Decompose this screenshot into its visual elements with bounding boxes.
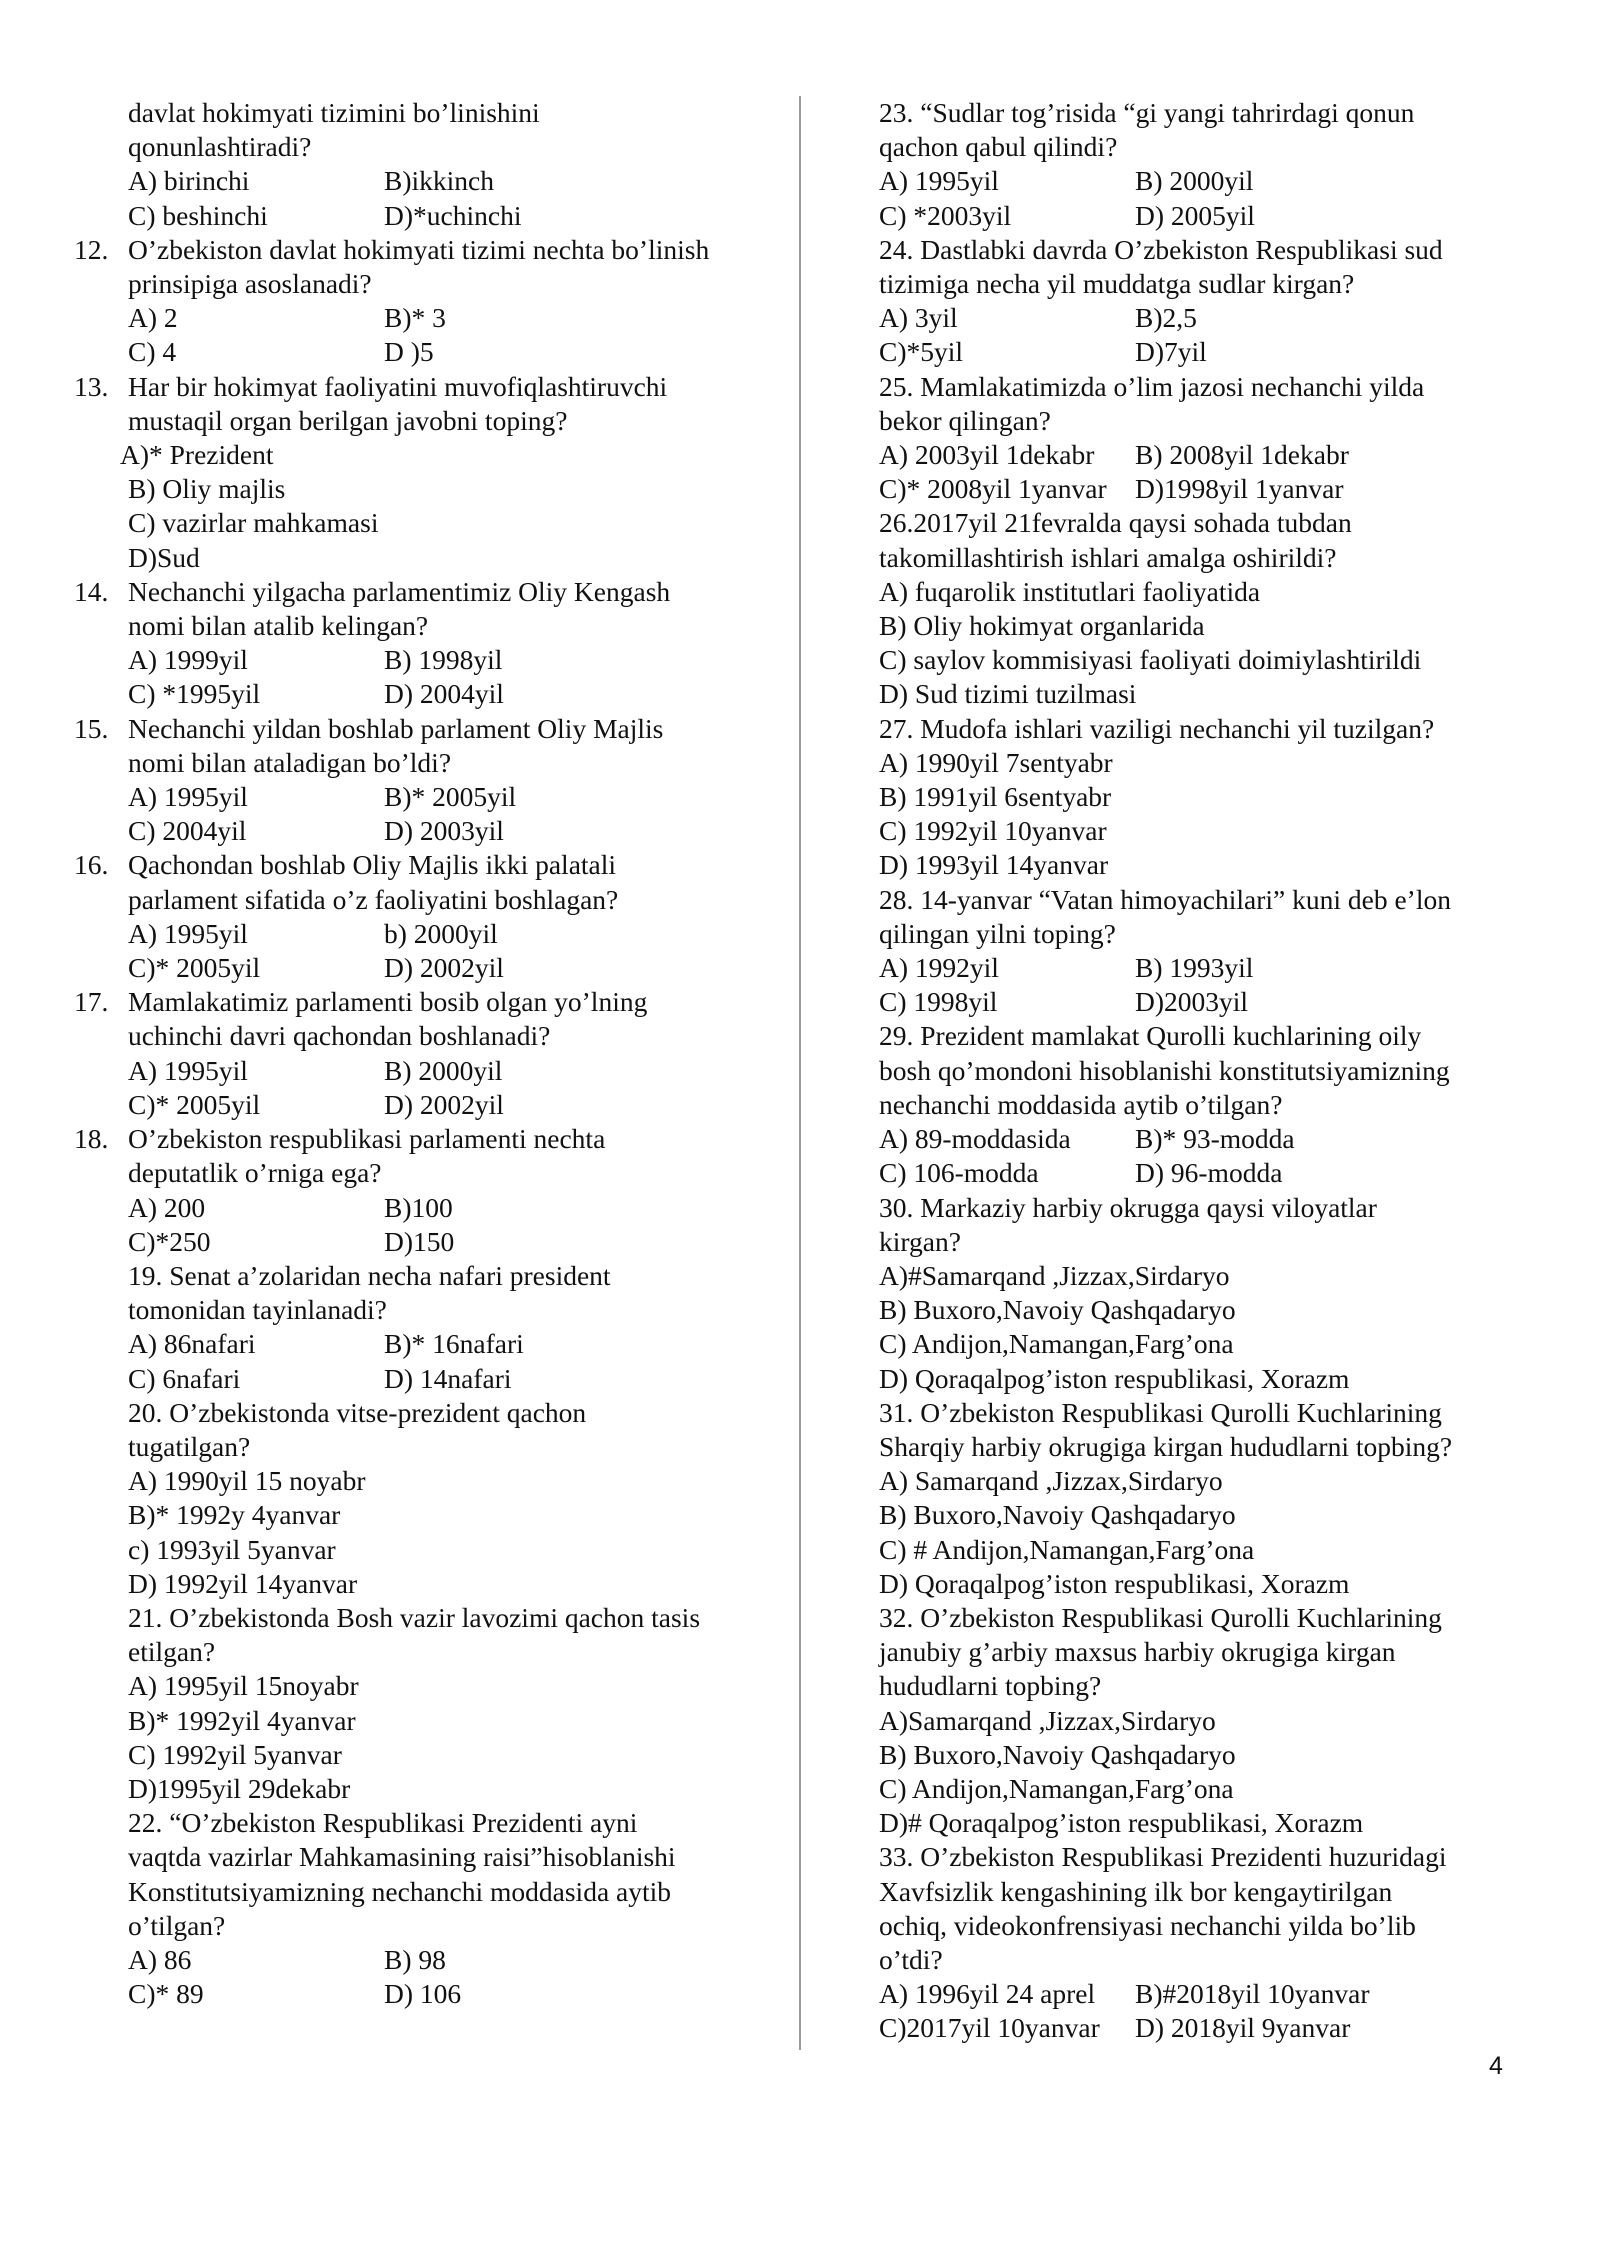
answer-option: C) saylov kommisiyasi faoliyati doimiylashtirildi (879, 644, 1422, 676)
question-text (74, 233, 774, 301)
question-line: Sharqiy harbiy okrugiga kirgan hududlarni topbing? (879, 1430, 1453, 1462)
answer-option: D) 2003yil (384, 815, 504, 847)
question-line: bosh qo’mondoni hisoblanishi konstitutsiyamizning (879, 1054, 1450, 1086)
answer-option: A) 1995yil (128, 1054, 248, 1086)
question-line: parlament sifatida o’z faoliyatini boshlagan? (128, 883, 619, 915)
answer-option: A) 1992yil (879, 952, 999, 984)
answer-row (128, 1977, 774, 2011)
answer-option: D)Sud (128, 541, 200, 573)
answer-option: C)*5yil (879, 336, 964, 368)
answer-option: D)# Qoraqalpog’iston respublikasi, Xorazm (879, 1807, 1364, 1839)
question-text (74, 1806, 774, 1943)
answer-option: A)#Samarqand ,Jizzax,Sirdaryo (879, 1259, 1230, 1291)
answer-option: D) 2002yil (384, 952, 504, 984)
page-number: 4 (1489, 2052, 1503, 2080)
question-block (74, 1396, 774, 1601)
answer-option: A) 1999yil (128, 644, 248, 676)
answer-option: A) birinchi (128, 165, 250, 197)
question-line: 30. Markaziy harbiy okrugga qaysi viloyatlar (879, 1191, 1377, 1223)
answer-option: A) 3yil (879, 302, 958, 334)
answer-option: B) 1998yil (384, 644, 503, 676)
answer-option: A) 2003yil 1dekabr (879, 439, 1095, 471)
question-text (74, 848, 774, 916)
question-line: Nechanchi yilgacha parlamentimiz Oliy Kengash (128, 575, 671, 607)
answer-options (879, 164, 1529, 232)
answer-option: D) 106 (384, 1978, 462, 2010)
question-text (879, 1191, 1529, 1259)
answer-option: C) 1992yil 5yanvar (128, 1738, 342, 1770)
question-text (74, 575, 774, 643)
answer-options (879, 575, 1529, 712)
answer-option: C) Andijon,Namangan,Farg’ona (879, 1772, 1234, 1804)
answer-option: D)1995yil 29dekabr (128, 1772, 351, 1804)
answer-row (128, 814, 774, 848)
answer-option: D) Sud tizimi tuzilmasi (879, 678, 1137, 710)
answer-option: C) 1992yil 10yanvar (879, 815, 1107, 847)
answer-option: B)ikkinch (384, 165, 494, 197)
answer-option: A) 1995yil 15noyabr (128, 1670, 359, 1702)
question-block (879, 506, 1529, 711)
answer-row (128, 917, 774, 951)
answer-row (879, 199, 1529, 233)
answer-options (74, 1191, 774, 1259)
answer-options (879, 438, 1529, 506)
answer-row (879, 985, 1529, 1019)
question-line: 27. Mudofa ishlari vaziligi nechanchi yil tuzilgan? (879, 712, 1435, 744)
answer-options (879, 1122, 1529, 1190)
answer-options (74, 780, 774, 848)
answer-options (879, 1259, 1529, 1396)
question-line: janubiy g’arbiy maxsus harbiy okrugiga kirgan (879, 1636, 1396, 1668)
answer-option: D)2003yil (1135, 986, 1249, 1018)
answer-option: D) 1992yil 14yanvar (128, 1567, 358, 1599)
question-number: 18. (74, 1123, 109, 1155)
question-line: qilingan yilni toping? (879, 917, 1116, 949)
answer-option: D) 2004yil (384, 678, 504, 710)
answer-option: B) Oliy hokimyat organlarida (879, 610, 1205, 642)
answer-option: C) *2003yil (879, 199, 1012, 231)
answer-option: C) Andijon,Namangan,Farg’ona (879, 1328, 1234, 1360)
question-text (74, 370, 774, 438)
question-text (74, 1259, 774, 1327)
question-line: hududlarni topbing? (879, 1670, 1102, 1702)
answer-option: c) 1993yil 5yanvar (128, 1533, 336, 1565)
answer-option: b) 2000yil (384, 917, 498, 949)
answer-option: C)* 2005yil (128, 1088, 261, 1120)
answer-options (879, 951, 1529, 1019)
question-number: 12. (74, 233, 109, 265)
answer-row (128, 1943, 774, 1977)
answer-option: A) 2 (128, 302, 178, 334)
question-text (879, 96, 1529, 164)
answer-row (879, 335, 1529, 369)
answer-option: A) 89-moddasida (879, 1123, 1071, 1155)
question-line: ochiq, videokonfrensiyasi nechanchi yilda bo’lib (879, 1909, 1416, 1941)
answer-row (879, 1122, 1529, 1156)
column-divider (799, 96, 801, 2050)
answer-option: B)* 16nafari (384, 1328, 524, 1360)
question-line: 22. “O’zbekiston Respublikasi Prezidenti ayni (128, 1807, 638, 1839)
question-block (74, 1601, 774, 1806)
answer-option: A)* Prezident (120, 439, 274, 471)
question-line: tomonidan tayinlanadi? (128, 1294, 387, 1326)
answer-option: B) Oliy majlis (128, 473, 286, 505)
answer-option: B)* 2005yil (384, 781, 517, 813)
answer-option: A) Samarqand ,Jizzax,Sirdaryo (879, 1465, 1223, 1497)
question-line: 31. O’zbekiston Respublikasi Qurolli Kuchlarining (879, 1396, 1442, 1428)
question-number: 17. (74, 986, 109, 1018)
question-line: 29. Prezident mamlakat Qurolli kuchlarining oily (879, 1020, 1422, 1052)
question-line: 32. O’zbekiston Respublikasi Qurolli Kuchlarining (879, 1601, 1442, 1633)
question-line: Mamlakatimiz parlamenti bosib olgan yo’lning (128, 986, 648, 1018)
question-text (74, 985, 774, 1053)
answer-option: A) 1990yil 15 noyabr (128, 1465, 366, 1497)
answer-option: A) 200 (128, 1191, 206, 1223)
answer-option: B)* 1992yil 4yanvar (128, 1704, 356, 1736)
answer-options (879, 1977, 1529, 2045)
question-block (74, 96, 774, 233)
question-line: O’zbekiston respublikasi parlamenti nechta (128, 1123, 606, 1155)
question-line: etilgan? (128, 1636, 216, 1668)
answer-options (879, 1704, 1529, 1841)
question-line: qonunlashtiradi? (128, 131, 312, 163)
question-block (879, 1840, 1529, 2045)
answer-option: C)* 2008yil 1yanvar (879, 473, 1107, 505)
answer-options (74, 1054, 774, 1122)
question-block (74, 1122, 774, 1259)
answer-option: B) 2000yil (1135, 165, 1254, 197)
question-text (879, 1840, 1529, 1977)
question-line: tizimiga necha yil muddatga sudlar kirgan? (879, 268, 1355, 300)
answer-option: A) 86nafari (128, 1328, 256, 1360)
answer-option: B)* 1992y 4yanvar (128, 1499, 341, 1531)
question-line: tugatilgan? (128, 1430, 251, 1462)
answer-option: D) 2018yil 9yanvar (1135, 2012, 1351, 2044)
question-text (879, 1396, 1529, 1464)
answer-row (128, 951, 774, 985)
answer-row (128, 301, 774, 335)
answer-option: D) 1993yil 14yanvar (879, 849, 1109, 881)
answer-options (74, 1327, 774, 1395)
answer-option: C) 4 (128, 336, 177, 368)
question-line: o’tilgan? (128, 1909, 226, 1941)
answer-row (128, 1191, 774, 1225)
answer-option: A)Samarqand ,Jizzax,Sirdaryo (879, 1704, 1216, 1736)
answer-row (128, 780, 774, 814)
question-line: 33. O’zbekiston Respublikasi Prezidenti huzuridagi (879, 1841, 1447, 1873)
question-block (879, 233, 1529, 370)
question-line: 23. “Sudlar tog’risida “gi yangi tahrirdagi qonun (879, 97, 1415, 128)
answer-option: C)* 2005yil (128, 952, 261, 984)
answer-row (128, 335, 774, 369)
answer-option: B)2,5 (1135, 302, 1197, 334)
left-column (74, 96, 774, 2011)
answer-row (128, 1327, 774, 1361)
question-line: prinsipiga asoslanadi? (128, 268, 372, 300)
answer-option: D) 2005yil (1135, 199, 1255, 231)
answer-option: C) 106-modda (879, 1157, 1039, 1189)
answer-row (128, 643, 774, 677)
answer-options (74, 438, 774, 575)
question-line: 20. O’zbekistonda vitse-prezident qachon (128, 1396, 587, 1428)
question-number: 16. (74, 849, 109, 881)
question-block (74, 848, 774, 985)
answer-row (128, 1088, 774, 1122)
question-line: Konstitutsiyamizning nechanchi moddasida aytib (128, 1875, 672, 1907)
answer-option: C) 6nafari (128, 1362, 241, 1394)
question-line: nechanchi moddasida aytib o’tilgan? (879, 1088, 1283, 1120)
answer-row (879, 1156, 1529, 1190)
answer-row (128, 1362, 774, 1396)
question-text (74, 96, 774, 164)
question-line: 26.2017yil 21fevralda qaysi sohada tubdan (879, 507, 1352, 539)
answer-option: C) 1998yil (879, 986, 998, 1018)
answer-option: A) 1990yil 7sentyabr (879, 746, 1113, 778)
right-column (879, 96, 1529, 2046)
answer-option: C) *1995yil (128, 678, 261, 710)
answer-option: D) 2002yil (384, 1088, 504, 1120)
answer-options (74, 301, 774, 369)
question-block (879, 712, 1529, 883)
question-number: 14. (74, 575, 109, 607)
question-block (879, 1396, 1529, 1601)
question-text (74, 712, 774, 780)
answer-options (74, 917, 774, 985)
answer-option: A) 1996yil 24 aprel (879, 1978, 1096, 2010)
answer-option: D )5 (384, 336, 434, 368)
answer-options (879, 1464, 1529, 1601)
answer-options (74, 1669, 774, 1806)
answer-option: B) 98 (384, 1943, 446, 1975)
answer-option: D) Qoraqalpog’iston respublikasi, Xorazm (879, 1362, 1350, 1394)
answer-row (879, 2011, 1529, 2045)
question-text (74, 1601, 774, 1669)
answer-option: A) 1995yil (128, 781, 248, 813)
answer-row (128, 677, 774, 711)
question-text (879, 1019, 1529, 1122)
question-line: takomillashtirish ishlari amalga oshirildi? (879, 541, 1337, 573)
question-line: vaqtda vazirlar Mahkamasining raisi”hisoblanishi (128, 1841, 676, 1873)
question-text (879, 883, 1529, 951)
answer-options (74, 1943, 774, 2011)
answer-options (74, 1464, 774, 1601)
answer-row (879, 951, 1529, 985)
answer-option: A) 86 (128, 1943, 192, 1975)
question-number: 15. (74, 712, 109, 744)
answer-option: B) 1993yil (1135, 952, 1254, 984)
answer-options (74, 643, 774, 711)
answer-option: D) 14nafari (384, 1362, 512, 1394)
question-block (74, 712, 774, 849)
answer-row (128, 1225, 774, 1259)
question-line: mustaqil organ berilgan javobni toping? (128, 404, 568, 436)
question-block (879, 96, 1529, 233)
answer-option: B)100 (384, 1191, 453, 1223)
question-line: nomi bilan atalib kelingan? (128, 610, 429, 642)
answer-option: C)2017yil 10yanvar (879, 2012, 1100, 2044)
answer-option: D)1998yil 1yanvar (1135, 473, 1344, 505)
answer-option: B)* 3 (384, 302, 446, 334)
answer-row (128, 199, 774, 233)
answer-options (879, 301, 1529, 369)
question-block (879, 1019, 1529, 1190)
answer-row (879, 301, 1529, 335)
question-line: 24. Dastlabki davrda O’zbekiston Respublikasi sud (879, 233, 1443, 265)
answer-option: B) Buxoro,Navoiy Qashqadaryo (879, 1499, 1236, 1531)
answer-option: D)7yil (1135, 336, 1207, 368)
answer-option: B)#2018yil 10yanvar (1135, 1978, 1370, 2010)
question-line: 19. Senat a’zolaridan necha nafari president (128, 1259, 611, 1291)
answer-option: D)*uchinchi (384, 199, 522, 231)
question-text (879, 370, 1529, 438)
answer-row (879, 164, 1529, 198)
answer-option: B) Buxoro,Navoiy Qashqadaryo (879, 1738, 1236, 1770)
question-block (879, 1601, 1529, 1840)
question-line: o’tdi? (879, 1943, 943, 1975)
question-line: Xavfsizlik kengashining ilk bor kengaytirilgan (879, 1875, 1393, 1907)
answer-option: A) 1995yil (879, 165, 999, 197)
answer-option: D) Qoraqalpog’iston respublikasi, Xorazm (879, 1567, 1350, 1599)
question-line: 28. 14-yanvar “Vatan himoyachilari” kuni deb e’lon (879, 883, 1451, 915)
question-text (879, 506, 1529, 574)
answer-option: B) Buxoro,Navoiy Qashqadaryo (879, 1294, 1236, 1326)
answer-option: D)150 (384, 1225, 455, 1257)
question-block (74, 1806, 774, 2011)
question-line: nomi bilan ataladigan bo’ldi? (128, 746, 452, 778)
answer-option: C) beshinchi (128, 199, 268, 231)
answer-option: A) 1995yil (128, 917, 248, 949)
question-block (74, 370, 774, 575)
answer-option: C) # Andijon,Namangan,Farg’ona (879, 1533, 1255, 1565)
answer-row (879, 438, 1529, 472)
answer-option: A) fuqarolik institutlari faoliyatida (879, 575, 1261, 607)
answer-option: C) vazirlar mahkamasi (128, 507, 379, 539)
question-number: 13. (74, 370, 109, 402)
question-block (74, 985, 774, 1122)
question-text (879, 712, 1529, 746)
question-block (74, 233, 774, 370)
question-line: bekor qilingan? (879, 404, 1051, 436)
answer-options (74, 164, 774, 232)
answer-option: C)* 89 (128, 1978, 204, 2010)
answer-row (879, 472, 1529, 506)
answer-option: C)*250 (128, 1225, 211, 1257)
question-block (879, 370, 1529, 507)
question-line: qachon qabul qilindi? (879, 131, 1118, 163)
question-block (879, 1191, 1529, 1396)
question-line: uchinchi davri qachondan boshlanadi? (128, 1020, 551, 1052)
answer-option: C) 2004yil (128, 815, 247, 847)
question-line: Qachondan boshlab Oliy Majlis ikki palatali (128, 849, 617, 881)
answer-option: B) 2008yil 1dekabr (1135, 439, 1349, 471)
answer-row (879, 1977, 1529, 2011)
answer-option: D) 96-modda (1135, 1157, 1283, 1189)
answer-row (128, 1054, 774, 1088)
answer-row (128, 164, 774, 198)
question-line: Har bir hokimyat faoliyatini muvofiqlashtiruvchi (128, 370, 668, 402)
question-text (879, 1601, 1529, 1704)
answer-option: B)* 93-modda (1135, 1123, 1295, 1155)
question-line: 25. Mamlakatimizda o’lim jazosi nechanchi yilda (879, 370, 1425, 402)
question-block (74, 1259, 774, 1396)
answer-options (879, 746, 1529, 883)
question-line: O’zbekiston davlat hokimyati tizimi nechta bo’linish (128, 233, 710, 265)
answer-option: B) 1991yil 6sentyabr (879, 781, 1112, 813)
answer-option: B) 2000yil (384, 1054, 503, 1086)
question-line: kirgan? (879, 1225, 961, 1257)
question-text (74, 1396, 774, 1464)
question-line: deputatlik o’rniga ega? (128, 1157, 382, 1189)
question-line: Nechanchi yildan boshlab parlament Oliy Majlis (128, 712, 664, 744)
question-line: davlat hokimyati tizimini bo’linishini (128, 97, 540, 128)
question-block (879, 883, 1529, 1020)
question-line: 21. O’zbekistonda Bosh vazir lavozimi qachon tasis (128, 1601, 701, 1633)
question-text (74, 1122, 774, 1190)
question-block (74, 575, 774, 712)
question-text (879, 233, 1529, 301)
